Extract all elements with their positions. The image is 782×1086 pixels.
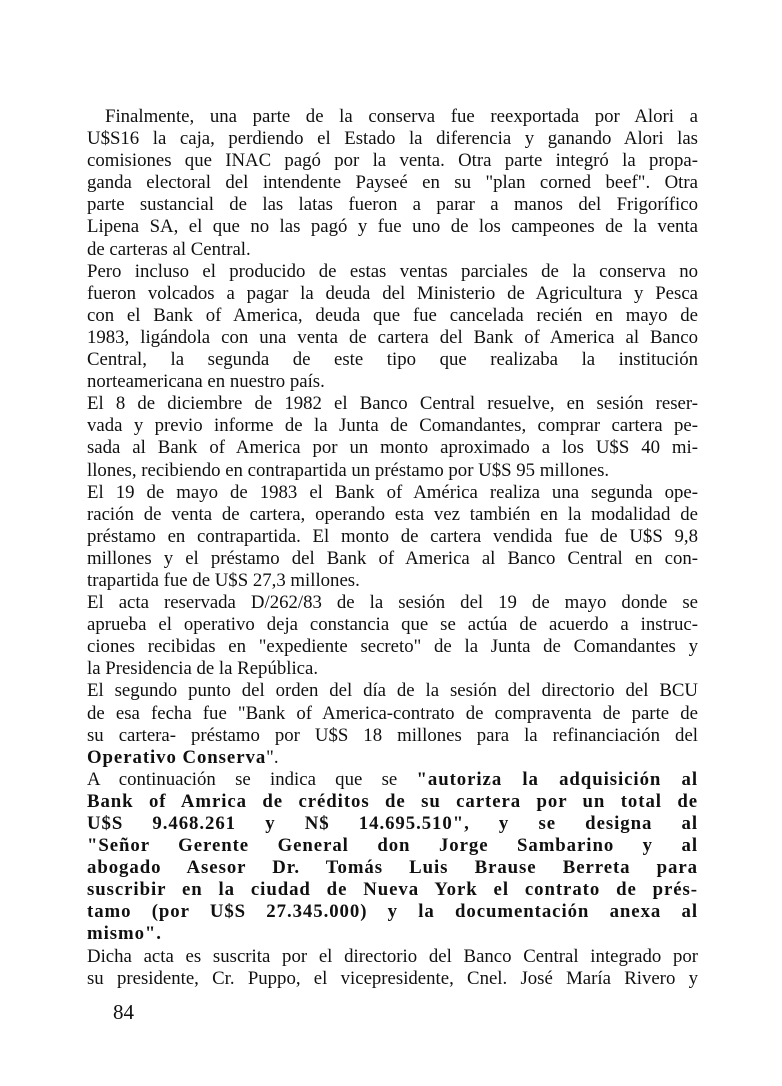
text-line (87, 835, 698, 857)
text-line (87, 703, 698, 725)
bold-run: "autoriza la adquisición al (416, 768, 698, 790)
paragraph (87, 769, 698, 946)
text-line (87, 636, 698, 658)
text-run: El segundo punto del orden del día de la sesión del directorio del BCU (87, 680, 698, 702)
text-line (87, 172, 698, 194)
text-line (87, 327, 698, 349)
text-line (87, 150, 698, 172)
text-line (87, 901, 698, 923)
text-line (87, 371, 698, 393)
bold-run: tamo (por U$S 27.345.000) y la documentación anexa al (87, 901, 698, 923)
text-run: El acta reservada D/262/83 de la sesión del 19 de mayo donde se (87, 592, 698, 614)
bold-run: Bank of Amrica de créditos de su cartera por un total de (87, 790, 698, 812)
text-run: ". (266, 746, 279, 768)
text-run: fueron volcados a pagar la deuda del Ministerio de Agricultura y Pesca (87, 282, 698, 304)
text-line (87, 548, 698, 570)
text-run: Pero incluso el producido de estas ventas parciales de la conserva no (87, 260, 698, 282)
text-run: Finalmente, una parte de la conserva fue reexportada por Alori a (105, 106, 698, 127)
page-number: 84 (113, 1000, 134, 1024)
text-run: 1983, ligándola con una venta de cartera del Bank of America al Banco (87, 326, 698, 348)
text-line (87, 592, 698, 614)
paragraph (87, 482, 698, 592)
text-line (87, 526, 698, 548)
text-line (87, 791, 698, 813)
text-run: sada al Bank of America por un monto aproximado a los U$S 40 mi- (87, 437, 698, 459)
text-line (87, 482, 698, 504)
bold-run: U$S 9.468.261 y N$ 14.695.510", y se designa al (87, 813, 698, 834)
text-run: Dicha acta es suscrita por el directorio del Banco Central integrado por (87, 945, 698, 967)
text-line (87, 680, 698, 702)
text-line (87, 879, 698, 901)
text-line (87, 106, 698, 128)
text-run: Lipena SA, el que no las pagó y fue uno de los campeones de la venta (87, 216, 698, 238)
text-run: llones, recibiendo en contrapartida un préstamo por U$S 95 millones. (87, 459, 610, 481)
text-run: El 19 de mayo de 1983 el Bank of América realiza una segunda ope- (87, 481, 698, 503)
bold-run: suscribir en la ciudad de Nueva York el contrato de prés- (87, 879, 698, 901)
bold-run: abogado Asesor Dr. Tomás Luis Brause Berreta para (87, 857, 698, 879)
text-run: de esa fecha fue "Bank of America-contrato de compraventa de parte de (87, 702, 698, 724)
text-line (87, 658, 698, 680)
bold-run: Operativo Conserva (87, 746, 267, 768)
text-run: ciones recibidas en "expediente secreto" de la Junta de Comandantes y (87, 636, 698, 658)
text-run: U$S16 la caja, perdiendo el Estado la diferencia y ganando Alori las (87, 128, 698, 150)
text-run: El 8 de diciembre de 1982 el Banco Central resuelve, en sesión reser- (87, 393, 698, 415)
text-run: A continuación se indica que se (87, 768, 417, 790)
text-run: parte sustancial de las latas fueron a parar a manos del Frigorífico (87, 194, 698, 216)
text-run: vada y previo informe de la Junta de Comandantes, comprar cartera pe- (87, 415, 698, 437)
text-run: ganda electoral del intendente Payseé en su "plan corned beef". Otra (87, 172, 698, 194)
text-line (87, 747, 698, 769)
text-line (87, 305, 698, 327)
paragraph (87, 393, 698, 481)
text-line (87, 769, 698, 791)
text-line (87, 813, 698, 835)
text-line (87, 725, 698, 747)
bold-run: "Señor Gerente General don Jorge Sambarino y al (87, 835, 698, 857)
text-line (87, 283, 698, 305)
text-line (87, 393, 698, 415)
text-run: aprueba el operativo deja constancia que se actúa de acuerdo a instruc- (87, 614, 698, 636)
text-line (87, 128, 698, 150)
text-run: con el Bank of America, deuda que fue cancelada recién en mayo de (87, 304, 698, 326)
text-line (87, 570, 698, 592)
text-run: de carteras al Central. (87, 238, 251, 260)
text-line (87, 614, 698, 636)
text-block (87, 106, 698, 990)
text-run: millones y el préstamo del Bank of America al Banco Central en con- (87, 547, 698, 569)
text-run: su presidente, Cr. Puppo, el vicepresidente, Cnel. José María Rivero y (87, 967, 698, 989)
text-line (87, 216, 698, 238)
text-run: trapartida fue de U$S 27,3 millones. (87, 569, 360, 591)
paragraph (87, 106, 698, 261)
text-line (87, 857, 698, 879)
text-line (87, 261, 698, 283)
text-line (87, 415, 698, 437)
text-line (87, 923, 698, 945)
paragraph (87, 592, 698, 680)
text-run: la Presidencia de la República. (87, 658, 319, 680)
text-line (87, 349, 698, 371)
text-line (87, 437, 698, 459)
paragraph (87, 261, 698, 394)
text-run: Central, la segunda de este tipo que realizaba la institución (87, 349, 698, 371)
text-line (87, 968, 698, 990)
bold-run: mismo". (87, 923, 162, 945)
text-run: norteamericana en nuestro país. (87, 371, 325, 393)
text-run: ración de venta de cartera, operando esta vez también en la modalidad de (87, 503, 698, 525)
text-run: su cartera- préstamo por U$S 18 millones para la refinanciación del (87, 724, 698, 746)
paragraph (87, 680, 698, 768)
text-line (87, 946, 698, 968)
text-line (87, 239, 698, 261)
paragraph (87, 946, 698, 990)
text-line (87, 194, 698, 216)
text-line (87, 504, 698, 526)
text-line (87, 460, 698, 482)
text-run: préstamo en contrapartida. El monto de cartera vendida fue de U$S 9,8 (87, 525, 698, 547)
text-run: comisiones que INAC pagó por la venta. Otra parte integró la propa- (87, 150, 698, 172)
